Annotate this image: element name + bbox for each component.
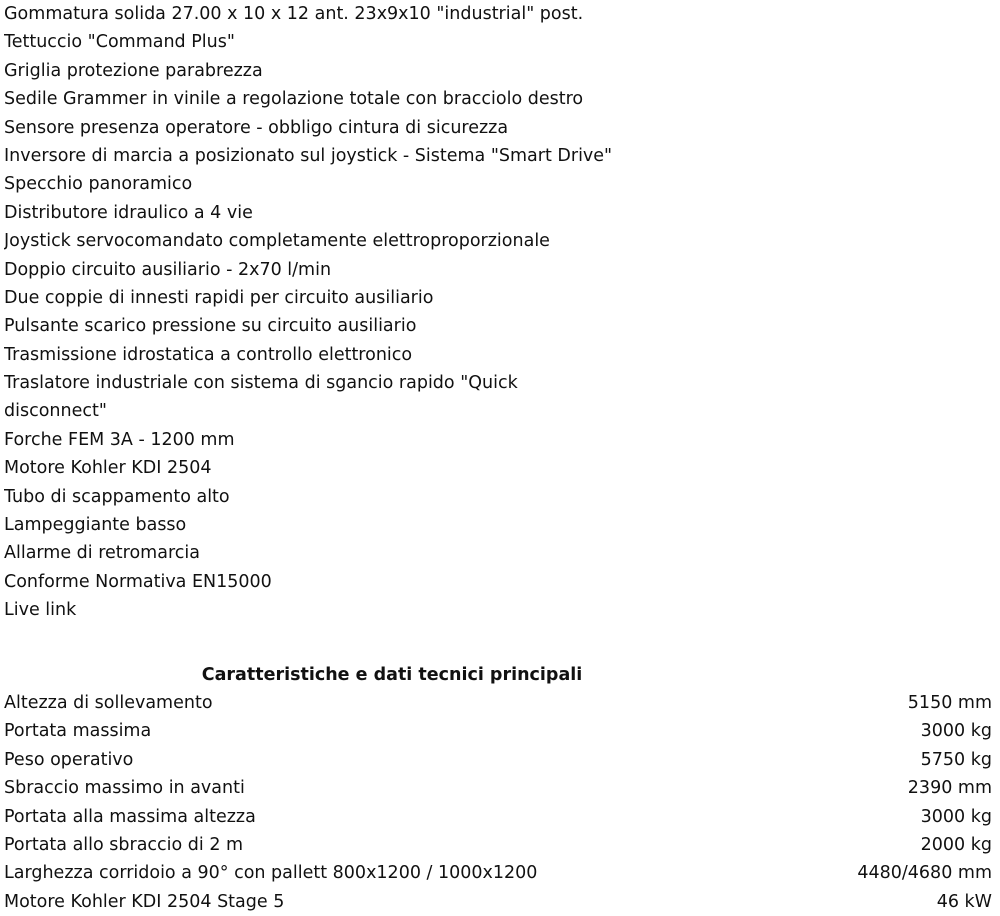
spec-label: Motore Kohler KDI 2504 Stage 5 xyxy=(4,891,285,912)
spec-label: Altezza di sollevamento xyxy=(4,692,213,713)
spec-row xyxy=(4,888,992,916)
specs-table xyxy=(4,689,992,916)
feature-line: Joystick servocomandato completamente elettroproporzionale xyxy=(4,231,550,252)
feature-line: disconnect" xyxy=(4,401,107,422)
spec-row xyxy=(4,831,992,859)
feature-line: Due coppie di innesti rapidi per circuito ausiliario xyxy=(4,287,434,308)
spec-row xyxy=(4,717,992,745)
spec-value: 5750 kg xyxy=(920,749,992,770)
feature-line: Sedile Grammer in vinile a regolazione totale con bracciolo destro xyxy=(4,89,584,110)
feature-line: Griglia protezione parabrezza xyxy=(4,60,263,81)
feature-line: Inversore di marcia a posizionato sul joystick - Sistema "Smart Drive" xyxy=(4,145,613,166)
spec-label: Peso operativo xyxy=(4,749,134,770)
spec-label: Larghezza corridoio a 90° con pallett 800x1200 / 1000x1200 xyxy=(4,863,538,884)
feature-line: Doppio circuito ausiliario - 2x70 l/min xyxy=(4,259,332,280)
feature-line: Lampeggiante basso xyxy=(4,515,187,536)
spec-row xyxy=(4,859,992,887)
spec-value: 2000 kg xyxy=(920,834,992,855)
section-spacer xyxy=(4,625,992,661)
spec-row xyxy=(4,774,992,802)
feature-line: Live link xyxy=(4,600,77,621)
feature-line: Forche FEM 3A - 1200 mm xyxy=(4,429,235,450)
feature-line: Tubo di scappamento alto xyxy=(4,486,230,507)
feature-line: Specchio panoramico xyxy=(4,174,193,195)
feature-line: Gommatura solida 27.00 x 10 x 12 ant. 23x9x10 "industrial" post. xyxy=(4,4,584,24)
spec-label: Sbraccio massimo in avanti xyxy=(4,778,245,799)
feature-line: Tettuccio "Command Plus" xyxy=(4,32,235,53)
spec-value: 4480/4680 mm xyxy=(857,863,992,884)
spec-value: 2390 mm xyxy=(907,778,992,799)
feature-line: Motore Kohler KDI 2504 xyxy=(4,458,212,479)
feature-line: Allarme di retromarcia xyxy=(4,543,200,564)
feature-line: Traslatore industriale con sistema di sgancio rapido "Quick xyxy=(4,373,518,394)
feature-line: Sensore presenza operatore - obbligo cintura di sicurezza xyxy=(4,117,509,138)
feature-line: Pulsante scarico pressione su circuito ausiliario xyxy=(4,316,417,337)
spec-document xyxy=(4,0,992,916)
feature-line: Trasmissione idrostatica a controllo elettronico xyxy=(4,344,413,365)
spec-label: Portata massima xyxy=(4,721,152,742)
spec-row xyxy=(4,803,992,831)
specs-heading: Caratteristiche e dati tecnici principali xyxy=(201,664,583,685)
spec-row xyxy=(4,746,992,774)
feature-line: Conforme Normativa EN15000 xyxy=(4,571,272,592)
spec-value: 46 kW xyxy=(936,891,992,912)
spec-label: Portata allo sbraccio di 2 m xyxy=(4,834,244,855)
spec-row xyxy=(4,689,992,717)
features-list xyxy=(4,0,992,625)
spec-value: 3000 kg xyxy=(920,806,992,827)
spec-value: 5150 mm xyxy=(907,692,992,713)
feature-line: Distributore idraulico a 4 vie xyxy=(4,202,253,223)
spec-value: 3000 kg xyxy=(920,721,992,742)
spec-label: Portata alla massima altezza xyxy=(4,806,256,827)
